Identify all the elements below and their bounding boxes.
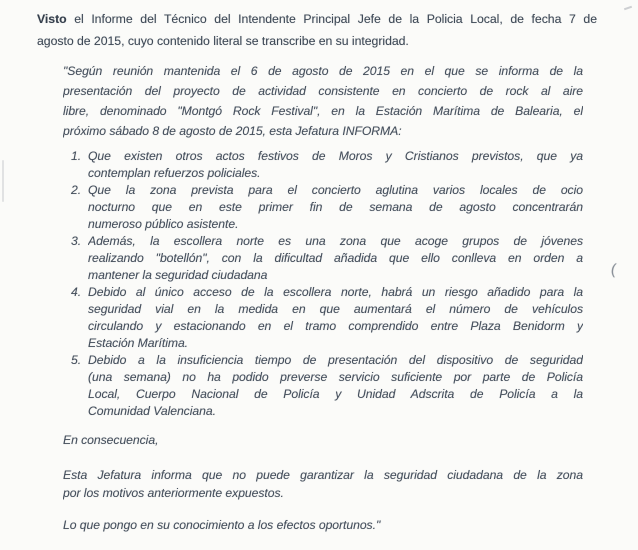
text-line: mantener la seguridad ciudadana	[88, 268, 268, 282]
item-text	[88, 182, 583, 233]
text-line: Que existen otros actos festivos de Moros y Cristianos previstos, que ya	[88, 149, 583, 163]
intro-lead-bold: Visto	[37, 12, 67, 26]
item-number: 2.	[71, 183, 82, 197]
text-line: Lo que pongo en su conocimiento a los efectos oportunos."	[63, 518, 381, 532]
list-item	[71, 233, 583, 284]
numbered-list	[71, 148, 583, 420]
text-line: Local, Cuerpo Nacional de Policía y Unidad Adscrita de Policía a la	[88, 387, 583, 401]
text-line: Que la zona prevista para el concierto aglutina varios locales de ocio	[88, 183, 583, 197]
quote-paragraph	[63, 61, 583, 141]
item-text	[88, 284, 583, 352]
text-line: próximo sábado 8 de agosto de 2015, esta Jefatura INFORMA:	[63, 124, 402, 138]
text-line: En consecuencia,	[63, 433, 159, 447]
text-line: circulando y estacionando en el tramo comprendido entre Plaza Benidorm y	[88, 319, 583, 333]
list-item	[71, 182, 583, 233]
text-line: por los motivos anteriormente expuestos.	[63, 486, 284, 500]
text-line: Debido al único acceso de la escollera norte, habrá un riesgo añadido para la	[88, 285, 583, 299]
text-line: Estación Marítima.	[88, 336, 189, 350]
text-line: (una semana) no ha podido preverse servicio suficiente por parte de Policía	[88, 370, 583, 384]
scan-artifact-edge-smudge	[2, 160, 4, 202]
text-line: libre, denominado "Montgó Rock Festival", en la Estación Marítima de Balearia, el	[63, 104, 583, 118]
intro-paragraph	[37, 8, 597, 52]
closing-paragraph	[63, 466, 583, 502]
consequence-paragraph	[63, 431, 583, 449]
scan-artifact-speck	[624, 6, 632, 11]
list-item	[71, 284, 583, 352]
list-item	[71, 148, 583, 182]
text-line: presentación del proyecto de actividad consistente en concierto de rock al aire	[63, 84, 583, 98]
text-line: Comunidad Valenciana.	[88, 404, 216, 418]
intro-line1-rest: el Informe del Técnico del Intendente Principal Jefe de la Policia Local, de fecha 7 de	[66, 12, 597, 26]
text-line: numeroso público asistente.	[88, 217, 239, 231]
text-line: seguridad vial en la medida en que aumentará el número de vehículos	[88, 302, 583, 316]
item-number: 1.	[71, 149, 82, 163]
text-line: nocturno que en este primer fin de semana de agosto concentrarán	[88, 200, 583, 214]
text-line: agosto de 2015, cuyo contenido literal se transcribe en su integridad.	[37, 34, 409, 48]
text-line: Además, la escollera norte es una zona que acoge grupos de jóvenes	[88, 234, 583, 248]
text-line: realizando "botellón", con la dificultad añadida que ello conlleva en orden a	[88, 251, 583, 265]
list-item	[71, 352, 583, 420]
item-text	[88, 233, 583, 284]
item-text	[88, 352, 583, 420]
item-number: 3.	[71, 234, 82, 248]
final-paragraph	[63, 516, 583, 534]
item-number: 5.	[71, 353, 82, 367]
text-line: "Según reunión mantenida el 6 de agosto de 2015 en el que se informa de la	[63, 64, 583, 78]
item-number: 4.	[71, 285, 82, 299]
scan-artifact-mark: (	[609, 260, 618, 279]
text-line	[37, 8, 597, 30]
text-line: contemplan refuerzos policiales.	[88, 166, 261, 180]
text-line: Debido a la insuficiencia tiempo de presentación del dispositivo de seguridad	[88, 353, 583, 367]
item-text	[88, 148, 583, 182]
text-line: Esta Jefatura informa que no puede garantizar la seguridad ciudadana de la zona	[63, 468, 583, 482]
